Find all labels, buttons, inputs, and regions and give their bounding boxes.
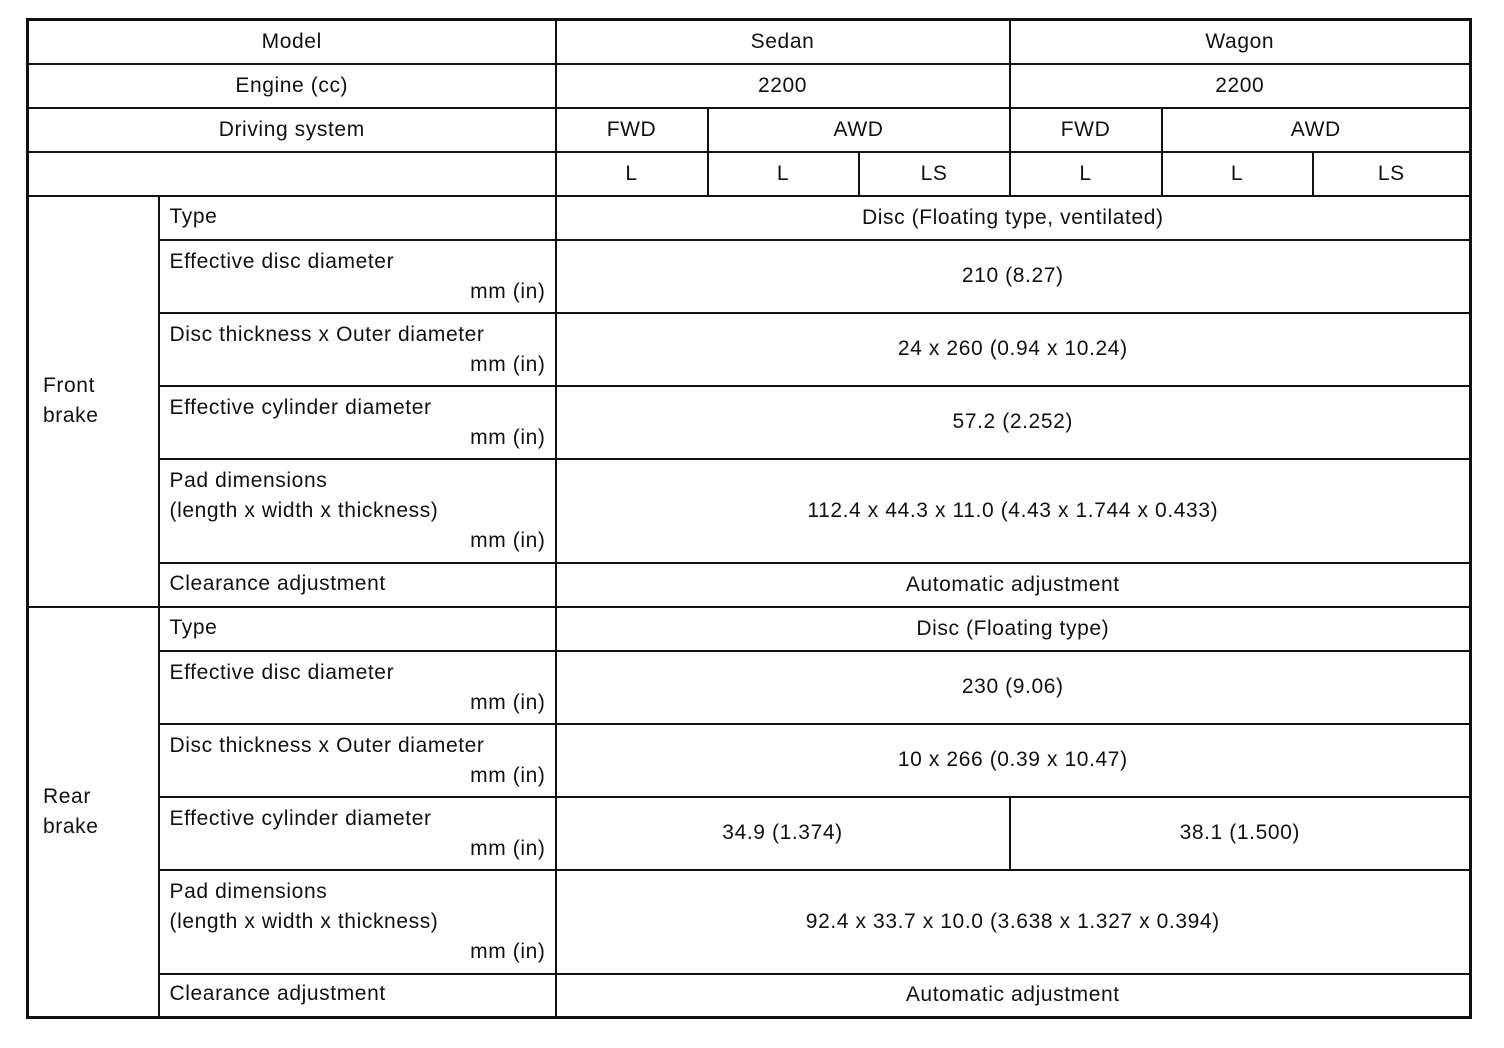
rear-eff-disc-unit: mm (in) [470,690,546,714]
rear-eff-cylinder-text: Effective cylinder diameter [169,806,432,830]
rear-eff-disc-label [159,651,556,724]
front-type-label: Type [159,196,556,240]
grade-wagon-awd-l: L [1162,152,1313,196]
front-pad-text1: Pad dimensions [169,468,328,492]
front-type-value: Disc (Floating type, ventilated) [556,196,1471,240]
front-pad-value: 112.4 x 44.3 x 11.0 (4.43 x 1.744 x 0.433) [556,459,1471,563]
sedan-awd: AWD [708,108,1010,152]
driving-system-label: Driving system [28,108,556,152]
front-disc-thickness-text: Disc thickness x Outer diameter [169,322,485,346]
rear-pad-text1: Pad dimensions [169,879,328,903]
rear-eff-cylinder-sedan-value: 34.9 (1.374) [556,797,1010,870]
front-disc-thickness-row [28,313,1471,386]
model-label: Model [28,20,556,64]
rear-pad-label [159,870,556,974]
front-disc-thickness-label [159,313,556,386]
rear-disc-thickness-row [28,724,1471,797]
rear-type-label: Type [159,607,556,651]
rear-clearance-value: Automatic adjustment [556,974,1471,1018]
grade-wagon-awd-ls: LS [1313,152,1471,196]
wagon-engine: 2200 [1010,64,1471,108]
grade-wagon-fwd-l: L [1010,152,1162,196]
front-disc-thickness-value: 24 x 260 (0.94 x 10.24) [556,313,1471,386]
brake-spec-table [26,18,1472,1019]
driving-system-row [28,108,1471,152]
front-disc-thickness-unit: mm (in) [470,352,546,376]
grade-sedan-awd-l: L [708,152,859,196]
front-eff-cylinder-text: Effective cylinder diameter [169,395,432,419]
front-eff-cylinder-value: 57.2 (2.252) [556,386,1471,459]
wagon-fwd: FWD [1010,108,1162,152]
grade-sedan-fwd-l: L [556,152,708,196]
front-brake-group-label [28,196,159,607]
front-eff-disc-row [28,240,1471,313]
front-pad-unit: mm (in) [470,528,546,552]
rear-disc-thickness-label [159,724,556,797]
rear-eff-disc-value: 230 (9.06) [556,651,1471,724]
rear-pad-unit: mm (in) [470,939,546,963]
rear-eff-cylinder-row [28,797,1471,870]
rear-group-line1: Rear [43,784,91,808]
grade-row [28,152,1471,196]
rear-disc-thickness-unit: mm (in) [470,763,546,787]
front-eff-disc-value: 210 (8.27) [556,240,1471,313]
front-eff-cylinder-unit: mm (in) [470,425,546,449]
wagon-awd: AWD [1162,108,1471,152]
grade-blank-cell [28,152,556,196]
rear-type-value: Disc (Floating type) [556,607,1471,651]
rear-pad-value: 92.4 x 33.7 x 10.0 (3.638 x 1.327 x 0.394) [556,870,1471,974]
sedan-engine: 2200 [556,64,1010,108]
front-eff-disc-text: Effective disc diameter [169,249,395,273]
rear-eff-disc-row [28,651,1471,724]
front-eff-cylinder-row [28,386,1471,459]
front-type-row [28,196,1471,240]
front-eff-cylinder-label [159,386,556,459]
rear-eff-cylinder-label [159,797,556,870]
model-row [28,20,1471,64]
front-eff-disc-unit: mm (in) [470,279,546,303]
rear-eff-cylinder-wagon-value: 38.1 (1.500) [1010,797,1471,870]
rear-type-row [28,607,1471,651]
sedan-header: Sedan [556,20,1010,64]
front-clearance-label: Clearance adjustment [159,563,556,607]
rear-pad-text2: (length x width x thickness) [169,909,439,933]
engine-row [28,64,1471,108]
front-eff-disc-label [159,240,556,313]
wagon-header: Wagon [1010,20,1471,64]
rear-eff-cylinder-unit: mm (in) [470,836,546,860]
front-group-line1: Front [43,374,96,397]
rear-clearance-row [28,974,1471,1018]
engine-label: Engine (cc) [28,64,556,108]
front-pad-text2: (length x width x thickness) [169,498,439,522]
rear-disc-thickness-value: 10 x 266 (0.39 x 10.47) [556,724,1471,797]
grade-sedan-awd-ls: LS [859,152,1010,196]
rear-brake-group-label [28,607,159,1018]
rear-pad-row [28,870,1471,974]
rear-disc-thickness-text: Disc thickness x Outer diameter [169,733,485,757]
sedan-fwd: FWD [556,108,708,152]
rear-group-line2: brake [43,814,99,838]
front-group-line2: brake [43,404,99,427]
front-clearance-value: Automatic adjustment [556,563,1471,607]
rear-eff-disc-text: Effective disc diameter [169,660,395,684]
front-pad-row [28,459,1471,563]
front-clearance-row [28,563,1471,607]
rear-clearance-label: Clearance adjustment [159,974,556,1018]
front-pad-label [159,459,556,563]
